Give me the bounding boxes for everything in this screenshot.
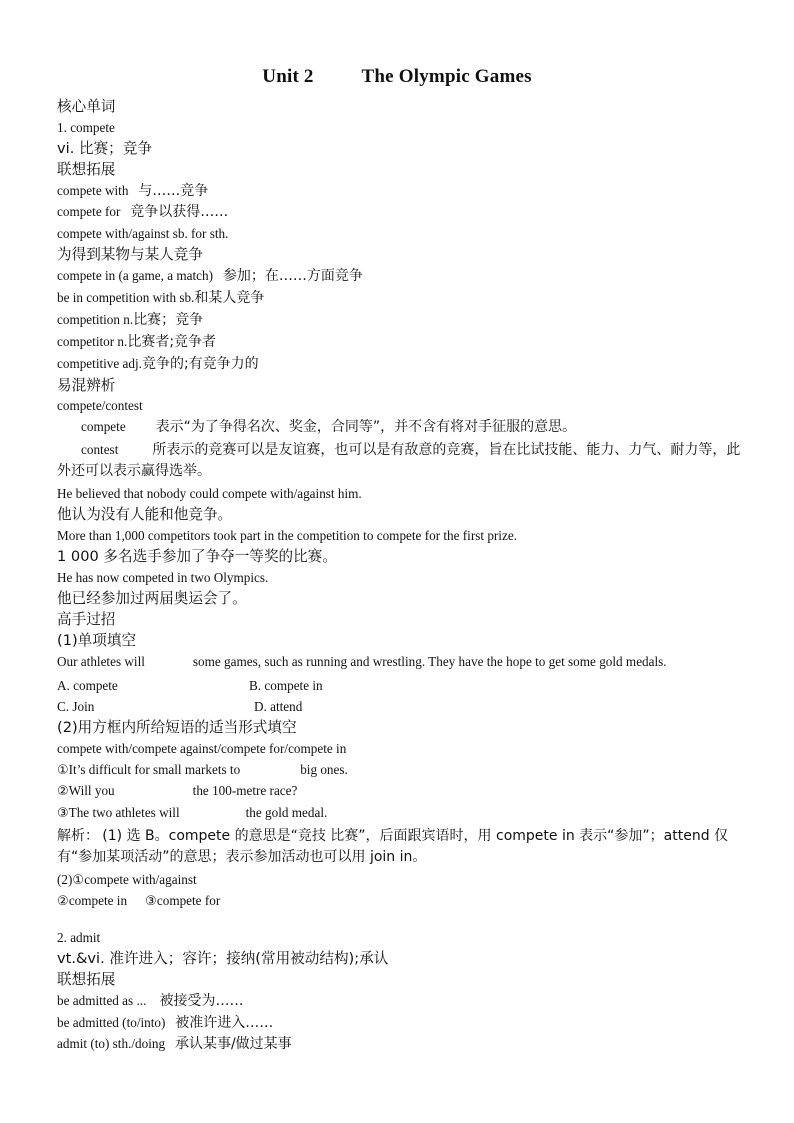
phrase-row: compete for 竞争以获得…… xyxy=(57,204,229,221)
phrase-translation: 为得到某物与某人竞争 xyxy=(57,246,203,264)
phrase-row: be in competition with sb.和某人竞争 xyxy=(57,290,265,307)
example-zh: 1 000 多名选手参加了争夺一等奖的比赛。 xyxy=(57,548,337,565)
answer-explanation: 解析： (1) 选 B。compete 的意思是“竞技 比赛”，后面跟宾语时，用 compete in 表示“参加”；attend 仅有“参加某项活动”的意思；表示参加活动也可以用 join in。 xyxy=(57,828,729,865)
fill-question: ③The two athletes will the gold medal. xyxy=(57,805,328,822)
confusion-item: compete 表示“为了争得名次、奖金，合同等”，并不含有将对手征服的意思。 xyxy=(81,419,577,436)
fill-question: ②Will you the 100-metre race? xyxy=(57,783,298,800)
phrase-row: compete in (a game, a match) 参加；在……方面竞争 xyxy=(57,268,363,285)
phrase-box: compete with/compete against/compete for/compete in xyxy=(57,740,347,756)
answer-row: (2)①compete with/against xyxy=(57,872,197,888)
example-zh: 他已经参加过两届奥运会了。 xyxy=(57,589,247,607)
word-heading: 1. compete xyxy=(57,119,115,135)
confusion-pair: compete/contest xyxy=(57,398,143,414)
confusion-item: contest 所表示的竞赛可以是友谊赛，也可以是有敌意的竞赛，旨在比试技能、能力、力气、耐力等，此外还可以表示赢得选举。 xyxy=(57,442,741,479)
phrase-row: competition n.比赛；竞争 xyxy=(57,311,204,328)
example-zh: 他认为没有人能和他竞争。 xyxy=(57,506,233,524)
word-definition: vi. 比赛；竞争 xyxy=(57,139,152,157)
example-en: He believed that nobody could compete with/against him. xyxy=(57,486,362,502)
exercise-question: Our athletes will some games, such as running and wrestling. They have the hope to get some gold medals. xyxy=(57,654,667,670)
option-c: C. Join xyxy=(57,698,95,714)
example-en: He has now competed in two Olympics. xyxy=(57,569,269,585)
section-heading: 核心单词 xyxy=(57,98,116,115)
exercise-heading: (2)用方框内所给短语的适当形式填空 xyxy=(57,718,297,736)
option-d: D. attend xyxy=(254,698,303,714)
phrase-row: compete with 与……竞争 xyxy=(57,182,209,199)
option-a: A. compete xyxy=(57,677,118,693)
unit-number: Unit 2 xyxy=(262,66,314,87)
word-heading: 2. admit xyxy=(57,930,101,946)
subsection-heading: 联想拓展 xyxy=(57,160,116,178)
example-en: More than 1,000 competitors took part in the competition to compete for the first prize. xyxy=(57,528,517,544)
phrase-row: be admitted (to/into) 被准许进入…… xyxy=(57,1014,274,1031)
exercise-heading: (1)单项填空 xyxy=(57,631,137,649)
page-title xyxy=(0,66,794,88)
fill-question: ①It’s difficult for small markets to big ones. xyxy=(57,761,348,778)
phrase-row: admit (to) sth./doing 承认某事/做过某事 xyxy=(57,1036,292,1053)
document-body xyxy=(57,98,747,1057)
option-row xyxy=(57,677,747,694)
option-row xyxy=(57,698,747,715)
unit-name: The Olympic Games xyxy=(361,66,532,87)
phrase-row: compete with/against sb. for sth. xyxy=(57,226,229,242)
answer-row: ②compete in ③compete for xyxy=(57,893,221,909)
subsection-heading: 易混辨析 xyxy=(57,376,116,394)
phrase-row: competitive adj.竞争的;有竞争力的 xyxy=(57,355,259,372)
phrase-row: be admitted as ... 被接受为…… xyxy=(57,992,244,1009)
option-b: B. compete in xyxy=(249,677,323,693)
word-definition: vt.&vi. 准许进入；容许；接纳(常用被动结构);承认 xyxy=(57,949,389,967)
subsection-heading: 高手过招 xyxy=(57,610,116,628)
subsection-heading: 联想拓展 xyxy=(57,970,116,988)
phrase-row: competitor n.比赛者;竞争者 xyxy=(57,333,217,350)
